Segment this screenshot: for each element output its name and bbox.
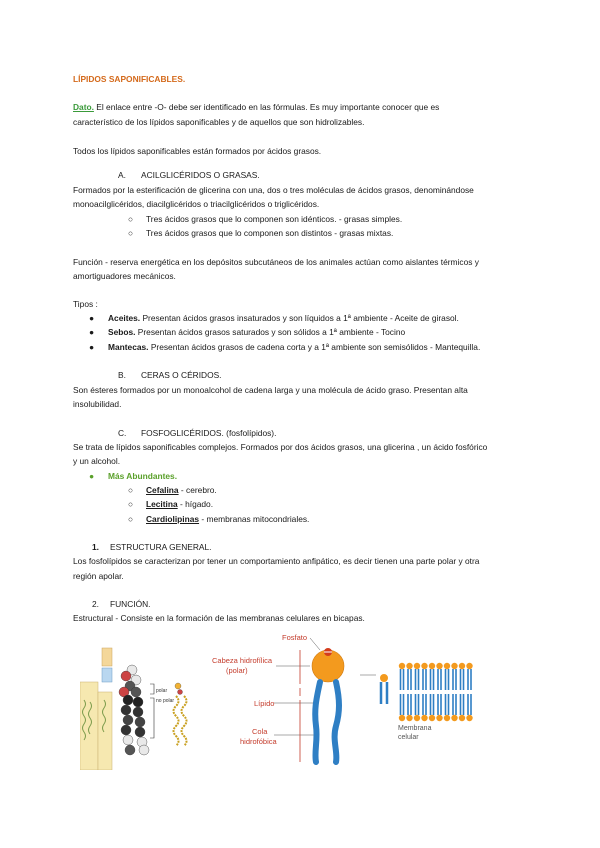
fosfato-label: Fosfato xyxy=(282,633,308,642)
section-b-line-2: insolubilidad. xyxy=(73,399,122,409)
dato-text-1: El enlace entre -O- debe ser identificado en las fórmulas. Es muy importante conocer que es xyxy=(93,102,440,112)
intro-text: Todos los lípidos saponificables están formados por ácidos grasos. xyxy=(73,146,322,156)
membrane-head xyxy=(466,715,472,721)
bullet-icon: ● xyxy=(89,313,95,323)
dato-label: Dato. xyxy=(73,102,94,112)
section-a-line-2: monoacilglicéridos, diacilglicéridos o triacilglicéridos o triglicéridos. xyxy=(73,199,320,209)
bullet-icon: ● xyxy=(89,327,95,337)
membrane-head xyxy=(414,715,420,721)
section-a-line-1: Formados por la esterificación de glicerina con una, dos o tres moléculas de ácidos grasos, denominándose xyxy=(73,185,474,195)
abundante-item: Cardiolipinas - membranas mitocondriales. xyxy=(146,514,310,524)
cola-label-2: hidrofóbica xyxy=(240,737,277,746)
circle-bullet-icon: ○ xyxy=(128,485,134,495)
membrane-head xyxy=(429,663,435,669)
circle-bullet-icon: ○ xyxy=(128,514,134,524)
bullet-icon: ● xyxy=(89,471,95,481)
abundante-item: Cefalina - cerebro. xyxy=(146,485,217,495)
membrane-head xyxy=(459,715,465,721)
abundante-item: Lecitina - hígado. xyxy=(146,499,214,509)
nopolar-label: no polar xyxy=(156,698,175,704)
tipos-label: Tipos : xyxy=(73,299,98,309)
membrane-head xyxy=(399,715,405,721)
sub-item: Tres ácidos grasos que lo componen son distintos - grasas mixtas. xyxy=(146,228,394,238)
section-c-line-2: y un alcohol. xyxy=(73,456,121,466)
section-b-marker: B. xyxy=(118,370,126,380)
estructura-line-2: región apolar. xyxy=(73,571,124,581)
estructura-heading: ESTRUCTURA GENERAL. xyxy=(110,542,212,552)
page-title: LÍPIDOS SAPONIFICABLES. xyxy=(73,74,186,84)
section-b-heading: CERAS O CÉRIDOS. xyxy=(141,370,222,380)
section-b-line-1: Son ésteres formados por un monoalcohol de cadena larga y una molécula de ácido graso. Presentan alta xyxy=(73,385,468,395)
membrane-head xyxy=(406,663,412,669)
dato-line-1 xyxy=(73,102,439,113)
section-a-marker: A. xyxy=(118,170,126,180)
section-c-heading: FOSFOGLICÉRIDOS. (fosfolípidos). xyxy=(141,428,277,438)
section-c-marker: C. xyxy=(118,428,127,438)
tipo-item: Aceites. Presentan ácidos grasos insaturados y son líquidos a 1ª ambiente - Aceite de girasol. xyxy=(108,313,459,323)
cola-label-1: Cola xyxy=(252,727,268,736)
circle-bullet-icon: ○ xyxy=(128,214,134,224)
polar-label: polar xyxy=(156,688,168,694)
membrane-head xyxy=(466,663,472,669)
membrane-head xyxy=(436,715,442,721)
membrane-head xyxy=(459,663,465,669)
membrane-head xyxy=(444,663,450,669)
phospholipid-model-figure xyxy=(80,640,200,770)
tipo-item: Sebos. Presentan ácidos grasos saturados y son sólidos a 1ª ambiente - Tocino xyxy=(108,327,406,337)
membrane-head xyxy=(406,715,412,721)
membrana-label-2: celular xyxy=(398,734,419,741)
funcion-heading: FUNCIÓN. xyxy=(110,599,151,609)
lipido-label: Lípido xyxy=(254,699,275,708)
membrane-head xyxy=(399,663,405,669)
bullet-icon: ● xyxy=(89,342,95,352)
membrane-head xyxy=(429,715,435,721)
membrane-head xyxy=(421,715,427,721)
circle-bullet-icon: ○ xyxy=(128,228,134,238)
dato-text-2: característico de los lípidos saponificables y de aquellos que son hidrolizables. xyxy=(73,117,365,127)
circle-bullet-icon: ○ xyxy=(128,499,134,509)
funcion-marker: 2. xyxy=(92,599,99,609)
funcion-line-2: amortiguadores mecánicos. xyxy=(73,271,176,281)
estructura-line-1: Los fosfolípidos se caracterizan por tener un comportamiento anfipático, es decir tienen una parte polar y otra xyxy=(73,556,480,566)
section-c-line-1: Se trata de lípidos saponificables complejos. Formados por dos ácidos grasos, una glicerina , un ácido fosfórico xyxy=(73,442,488,452)
membrana-label-1: Membrana xyxy=(398,725,432,732)
membrane-head xyxy=(444,715,450,721)
membrane-head xyxy=(451,663,457,669)
tipo-item: Mantecas. Presentan ácidos grasos de cadena corta y a 1ª ambiente son semisólidos - Mantequilla. xyxy=(108,342,481,352)
membrane-head xyxy=(414,663,420,669)
phospholipid-schematic-figure xyxy=(210,630,480,770)
cabeza-label-2: (polar) xyxy=(226,666,248,675)
abundantes-label: Más Abundantes. xyxy=(108,471,178,481)
membrane-head xyxy=(436,663,442,669)
section-a-heading: ACILGLICÉRIDOS O GRASAS. xyxy=(141,170,260,180)
sub-item: Tres ácidos grasos que lo componen son idénticos. - grasas simples. xyxy=(146,214,403,224)
membrane-head xyxy=(451,715,457,721)
funcion-line: Estructural - Consiste en la formación de las membranas celulares en bicapas. xyxy=(73,613,365,623)
cabeza-label-1: Cabeza hidrofílica xyxy=(212,656,273,665)
estructura-marker: 1. xyxy=(92,542,99,552)
membrane-head xyxy=(421,663,427,669)
funcion-line-1: Función - reserva energética en los depósitos subcutáneos de los animales actúan como aislantes térmicos y xyxy=(73,257,479,267)
